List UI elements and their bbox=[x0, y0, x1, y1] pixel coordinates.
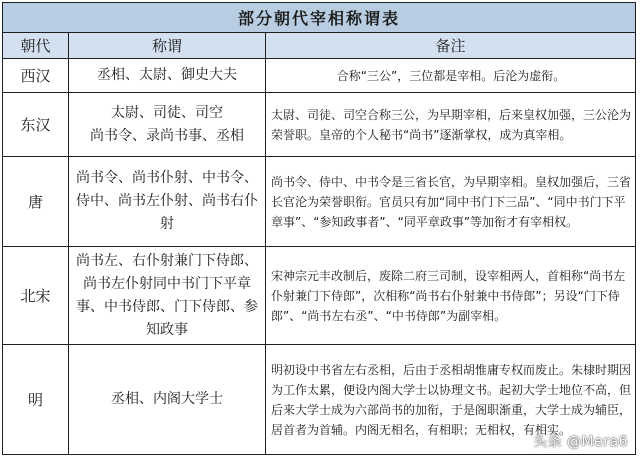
row-notes: 尚书令、侍中、中书令是三省长官，为早期宰相。皇权加强后，三省长官沦为荣誉职衔。官员只有加“同中书门下三品”、“同中书门下平章事”、“参知政事者”、“同平章政事”等加衔才有宰相权。 bbox=[266, 157, 636, 247]
header-dynasty: 朝代 bbox=[2, 33, 69, 59]
row-dynasty: 东汉 bbox=[2, 93, 69, 157]
row-dynasty: 唐 bbox=[2, 157, 69, 247]
row-dynasty: 西汉 bbox=[2, 59, 69, 93]
header-titles: 称谓 bbox=[69, 33, 266, 59]
row-titles: 尚书左、右仆射兼门下侍郎、尚书左仆射同中书门下平章事、中书侍郎、门下侍郎、参知政事 bbox=[69, 247, 266, 345]
row-dynasty: 北宋 bbox=[2, 247, 69, 345]
row-dynasty: 明 bbox=[2, 345, 69, 455]
row-notes: 太尉、司徒、司空合称三公，为早期宰相，后来皇权加强，三公沦为荣誉职。皇帝的个人秘书“尚书”逐渐掌权，成为真宰相。 bbox=[266, 93, 636, 157]
header-notes: 备注 bbox=[266, 33, 636, 59]
row-titles: 丞相、太尉、御史大夫 bbox=[69, 59, 266, 93]
row-notes: 合称“三公”，三位都是宰相。后沦为虚衔。 bbox=[266, 59, 636, 93]
row-notes: 明初设中书省左右丞相，后由于丞相胡惟庸专权而废止。朱棣时期因为工作太累，便设内阁大学士以协理文书。起初大学士地位不高，但后来大学士成为六部尚书的加衔，于是阁职渐重，大学士成为辅臣，居首者为首辅。内阁无相名，有相职；无相权，有相实。 bbox=[266, 345, 636, 455]
row-notes: 宋神宗元丰改制后，废除二府三司制，设宰相两人，首相称“尚书左仆射兼门下侍郎”，次相称“尚书右仆射兼中书侍郎”；另设“门下侍郎”、“尚书左右丞”、“中书侍郎”为副宰相。 bbox=[266, 247, 636, 345]
watermark: 头条 @Mera6 bbox=[533, 434, 628, 450]
prime-minister-title-table bbox=[2, 2, 636, 455]
row-titles: 尚书令、尚书仆射、中书令、侍中、尚书左仆射、尚书右仆射 bbox=[69, 157, 266, 247]
row-titles: 丞相、内阁大学士 bbox=[69, 345, 266, 455]
table-title: 部分朝代宰相称谓表 bbox=[2, 2, 636, 33]
row-titles: 太尉、司徒、司空 尚书令、录尚书事、丞相 bbox=[69, 93, 266, 157]
